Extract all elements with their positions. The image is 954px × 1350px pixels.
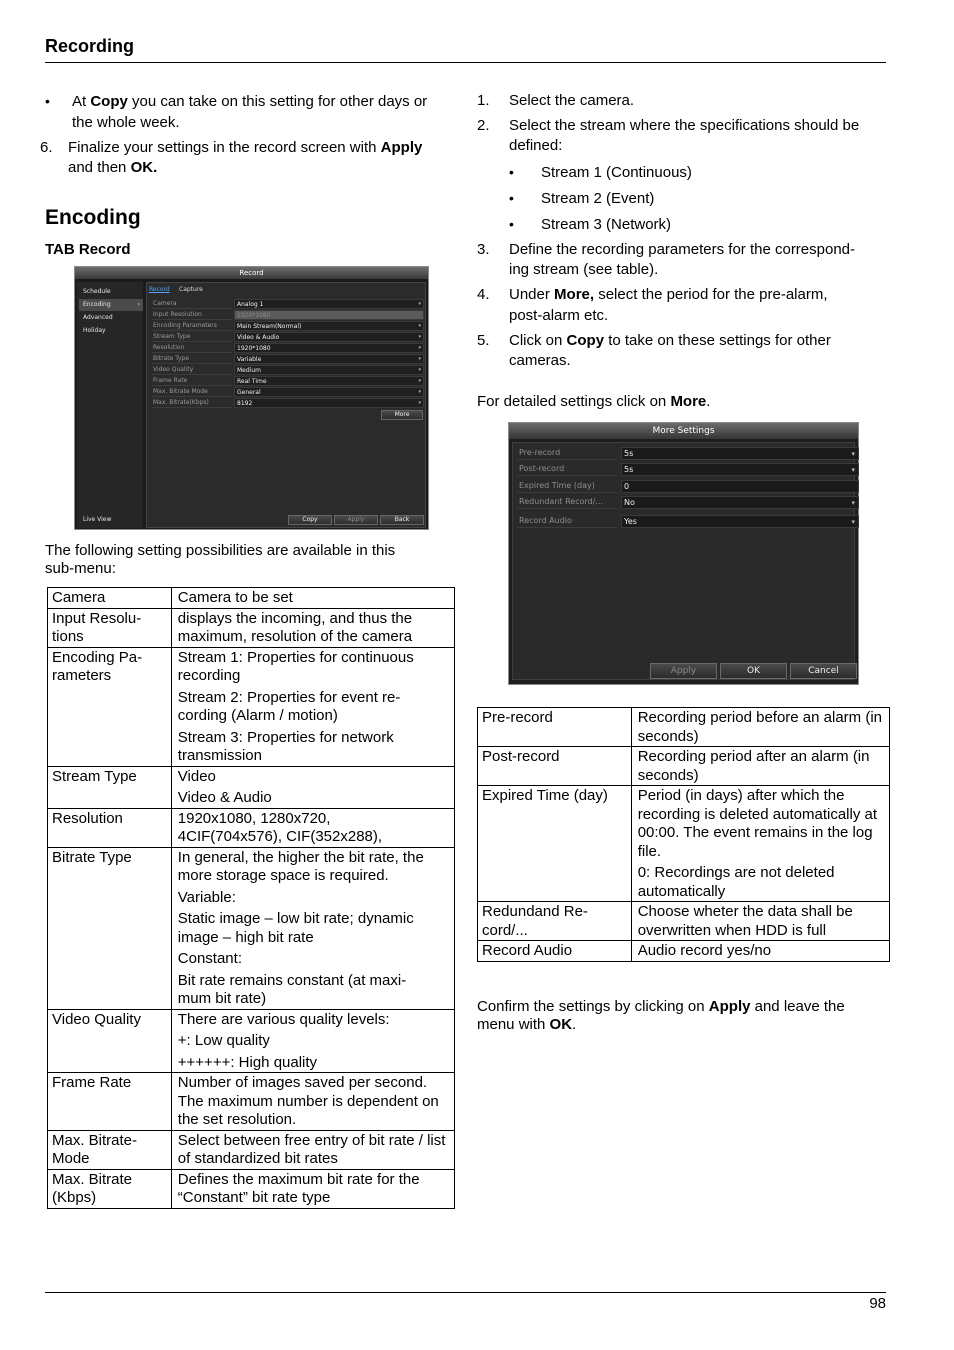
setting-description-cell [171,808,454,847]
table-row [48,647,455,766]
table-row [48,1009,455,1073]
table-row [48,588,455,609]
step-text-line: post-alarm etc. [509,307,609,324]
setting-name-cell [48,766,172,808]
bitrate-type-select[interactable]: Variable ▾ [234,354,424,364]
more-settings-table [477,707,890,962]
frame-rate-select[interactable]: Real Time ▾ [234,376,424,386]
setting-name: Expired Time (day) [482,787,608,804]
step-number: 3. [477,241,490,258]
field-row-frame-rate [152,376,424,386]
more-settings-screenshot [508,422,859,685]
setting-description-cell [171,647,454,766]
table-row [48,766,455,808]
setting-description: There are various quality levels: [177,1010,390,1028]
chevron-down-icon: ▾ [418,323,421,329]
copy-button[interactable]: Copy [288,515,332,525]
setting-description: displays the incoming, and thus the maximum, resolution of the camera [177,609,413,645]
setting-description: In general, the higher the bit rate, the more storage space is required. [177,848,424,884]
setting-description: Stream 2: Properties for event re- cording (Alarm / motion) [177,688,401,724]
bullet-dot: • [509,164,514,180]
setting-description: Audio record yes/no [637,942,772,959]
tab-capture[interactable]: Capture [179,286,203,293]
record-content [146,282,426,528]
setting-name: Post-record [482,748,560,765]
setting-name-cell [48,1169,172,1208]
field-label: Post-record [517,463,617,476]
sub-heading: TAB Record [45,241,131,258]
setting-name: Redundand Re- cord/... [482,903,588,939]
apply-button[interactable]: Apply [650,663,717,679]
field-row-pre-record [517,447,855,460]
setting-name: Input Resolu- tions [52,609,142,645]
step-text: Select the camera. [509,92,635,109]
setting-name-cell [478,708,632,747]
setting-name: Resolution [52,809,123,827]
copy-bullet-line1: At Copy you can take on this setting for other days or [72,93,428,110]
field-row-resolution [152,343,424,353]
setting-description: Stream 3: Properties for network transmission [177,728,394,764]
stream-bullet: Stream 2 (Event) [541,190,655,207]
setting-description: Camera to be set [177,589,293,606]
max-bitrate-select[interactable]: 8192 ▾ [234,398,424,408]
chevron-down-icon: ▾ [418,400,421,406]
confirm-note-line2: menu with OK. [477,1016,577,1033]
field-label: Record Audio [517,515,617,528]
setting-description: ++++++: High quality [177,1053,318,1071]
chevron-down-icon: ▾ [851,518,855,526]
setting-name: Video Quality [52,1010,141,1028]
page-number: 98 [869,1295,886,1312]
setting-name-cell [478,941,632,962]
setting-description: Period (in days) after which the recording is deleted automatically at 00:00. The event remains in the log file. [637,787,877,860]
chevron-down-icon: ▾ [851,450,855,458]
table-row [48,1130,455,1169]
setting-description: 1920x1080, 1280x720, 4CIF(704x576), CIF(352x288), [177,809,383,845]
setting-description-cell [171,766,454,808]
sidebar-item-holiday[interactable]: Holiday [83,327,106,334]
setting-name-cell [478,786,632,902]
setting-name: Camera [52,589,106,606]
setting-name-cell [48,1073,172,1131]
step-text-line: cameras. [509,352,571,369]
field-label: Pre-record [517,447,617,460]
field-label: Stream Type [152,332,232,342]
field-row-redundant-record [517,496,855,509]
field-label: Resolution [152,343,232,353]
setting-description: Defines the maximum bit rate for the “Constant” bit rate type [177,1170,420,1206]
bullet-dot: • [509,190,514,206]
setting-description: Bit rate remains constant (at maxi- mum bit rate) [177,971,407,1007]
record-sidebar [77,282,143,528]
setting-description-cell [631,902,889,941]
setting-name: Encoding Pa- rameters [52,648,143,684]
setting-description-cell [171,1073,454,1131]
field-label: Max. Bitrate Mode [152,387,232,397]
sidebar-item-advanced[interactable]: Advanced [83,314,113,321]
chevron-down-icon: ▾ [418,345,421,351]
table-row [478,941,890,962]
section-heading: Encoding [45,206,141,229]
more-settings-title: More Settings [509,423,858,439]
setting-description: Stream 1: Properties for continuous recording [177,648,414,684]
setting-description-cell [171,1009,454,1073]
expired-time-input[interactable]: 0 [621,480,859,493]
footer-rule [45,1292,886,1293]
setting-description: Video [177,767,216,785]
step-number: 1. [477,92,490,109]
setting-description: Variable: [177,888,236,906]
cancel-button[interactable]: Cancel [790,663,857,679]
table-intro-line1: The following setting possibilities are available in this [45,542,396,559]
step-text-line: Click on Copy to take on these settings for other [509,332,831,349]
field-row-post-record [517,463,855,476]
field-row-video-quality [152,365,424,375]
field-label: Redundant Record/... [517,496,617,509]
table-intro-line2: sub-menu: [45,560,116,577]
setting-description-cell [631,747,889,786]
field-row-record-audio [517,515,855,528]
stream-bullet: Stream 3 (Network) [541,216,672,233]
apply-button[interactable]: Apply [334,515,378,525]
encoding-parameters-select[interactable]: Main Stream(Normal) ▾ [234,321,424,331]
chevron-down-icon: ▾ [418,389,421,395]
chevron-down-icon: ▾ [851,466,855,474]
step-number: 2. [477,117,490,134]
setting-name-cell [48,847,172,1009]
record-title: Record [75,267,428,279]
setting-description-cell [631,941,889,962]
post-record-select[interactable]: 5s ▾ [621,463,859,476]
step-number: 4. [477,286,490,303]
setting-description-cell [631,708,889,747]
table-row [478,902,890,941]
setting-name-cell [48,1130,172,1169]
setting-description: +: Low quality [177,1032,270,1049]
setting-name: Record Audio [482,942,573,959]
input-resolution-value: 1920*1080 [234,310,424,320]
setting-description: Static image – low bit rate; dynamic image – high bit rate [177,910,414,946]
setting-name: Bitrate Type [52,848,132,866]
field-label: Max. Bitrate(Kbps) [152,398,232,408]
video-quality-select[interactable]: Medium ▾ [234,365,424,375]
field-row-max-bitrate-mode [152,387,424,397]
setting-description-cell [631,786,889,902]
table-row [48,1169,455,1208]
stream-type-select[interactable]: Video & Audio ▾ [234,332,424,342]
copy-bullet-line2: the whole week. [72,114,180,131]
step6-line1: Finalize your settings in the record screen with Apply [68,139,423,156]
setting-description-cell [171,847,454,1009]
setting-description: Select between free entry of bit rate / list of standardized bit rates [177,1131,446,1167]
chevron-down-icon: ▾ [851,499,855,507]
table-row [48,847,455,1009]
field-row-encoding-parameters [152,321,424,331]
setting-name: Pre-record [482,709,553,726]
settings-table [47,587,455,1209]
ok-button[interactable]: OK [720,663,787,679]
header-rule [45,62,886,63]
step6-line2: and then OK. [68,159,158,176]
camera-select[interactable]: Analog 1 ▾ [234,299,424,309]
bullet-dot: • [509,216,514,232]
setting-description-cell [171,588,454,609]
setting-name: Frame Rate [52,1074,132,1091]
field-row-input-resolution [152,310,424,320]
pre-record-select[interactable]: 5s ▾ [621,447,859,460]
more-button[interactable]: More [381,410,423,420]
setting-description: Choose wheter the data shall be overwritten when HDD is full [637,903,853,939]
setting-name-cell [478,902,632,941]
tab-record[interactable]: Record [149,286,170,293]
chevron-down-icon: ▾ [418,367,421,373]
setting-name-cell [48,647,172,766]
field-label: Frame Rate [152,376,232,386]
setting-name: Stream Type [52,767,137,785]
field-label: Expired Time (day) [517,480,617,493]
confirm-note-line1: Confirm the settings by clicking on Apply and leave the [477,998,845,1015]
field-row-max-bitrate [152,398,424,408]
table-row [48,1073,455,1131]
step-number: 6. [40,139,53,156]
chevron-down-icon: ▾ [418,356,421,362]
step-text-line: Define the recording parameters for the correspond- [509,241,856,258]
step-text-line: Under More, select the period for the pre-alarm, [509,286,828,303]
record-screenshot [74,266,429,530]
redundant-record-select[interactable]: No ▾ [621,496,859,509]
setting-name-cell [48,588,172,609]
setting-description-cell [171,608,454,647]
setting-description: 0: Recordings are not deleted automatically [637,864,835,900]
bullet-dot: • [45,93,50,109]
setting-description-cell [171,1169,454,1208]
chevron-right-icon: › [137,301,140,308]
setting-name-cell [48,1009,172,1073]
chevron-down-icon: ▾ [418,301,421,307]
sidebar-item-encoding[interactable]: Encoding › [79,299,143,311]
setting-name-cell [48,608,172,647]
table-row [48,608,455,647]
stream-bullet: Stream 1 (Continuous) [541,164,692,181]
setting-description: Recording period after an alarm (in seconds) [637,748,870,784]
field-label: Encoding Parameters [152,321,232,331]
setting-name: Max. Bitrate (Kbps) [52,1170,133,1206]
setting-description: Recording period before an alarm (in seconds) [637,709,883,745]
setting-name: Max. Bitrate- Mode [52,1131,138,1167]
field-row-camera [152,299,424,309]
field-label: Video Quality [152,365,232,375]
sidebar-item-schedule[interactable]: Schedule [83,288,111,295]
more-note: For detailed settings click on More. [477,393,711,410]
setting-description: Video & Audio [177,789,272,806]
field-row-stream-type [152,332,424,342]
step-number: 5. [477,332,490,349]
field-row-bitrate-type [152,354,424,364]
back-button[interactable]: Back [380,515,424,525]
field-label: Camera [152,299,232,309]
page-header-title: Recording [45,36,135,56]
step-text: Select the stream where the specifications should be defined: [509,117,860,154]
setting-description: Number of images saved per second. The maximum number is dependent on the set resolution. [177,1074,439,1128]
chevron-down-icon: ▾ [418,334,421,340]
chevron-down-icon: ▾ [418,378,421,384]
max-bitrate-mode-select[interactable]: General ▾ [234,387,424,397]
more-settings-content [512,442,855,680]
resolution-select[interactable]: 1920*1080 ▾ [234,343,424,353]
table-row [478,747,890,786]
table-row [48,808,455,847]
table-row [478,786,890,902]
field-label: Bitrate Type [152,354,232,364]
step-text-line: ing stream (see table). [509,261,659,278]
record-audio-select[interactable]: Yes ▾ [621,515,859,528]
field-label: Input Resolution [152,310,232,320]
field-row-expired-time [517,480,852,493]
table-row [478,708,890,747]
setting-name-cell [48,808,172,847]
setting-name-cell [478,747,632,786]
setting-description-cell [171,1130,454,1169]
live-view-button[interactable]: Live View [83,516,112,523]
setting-description: Constant: [177,950,242,967]
